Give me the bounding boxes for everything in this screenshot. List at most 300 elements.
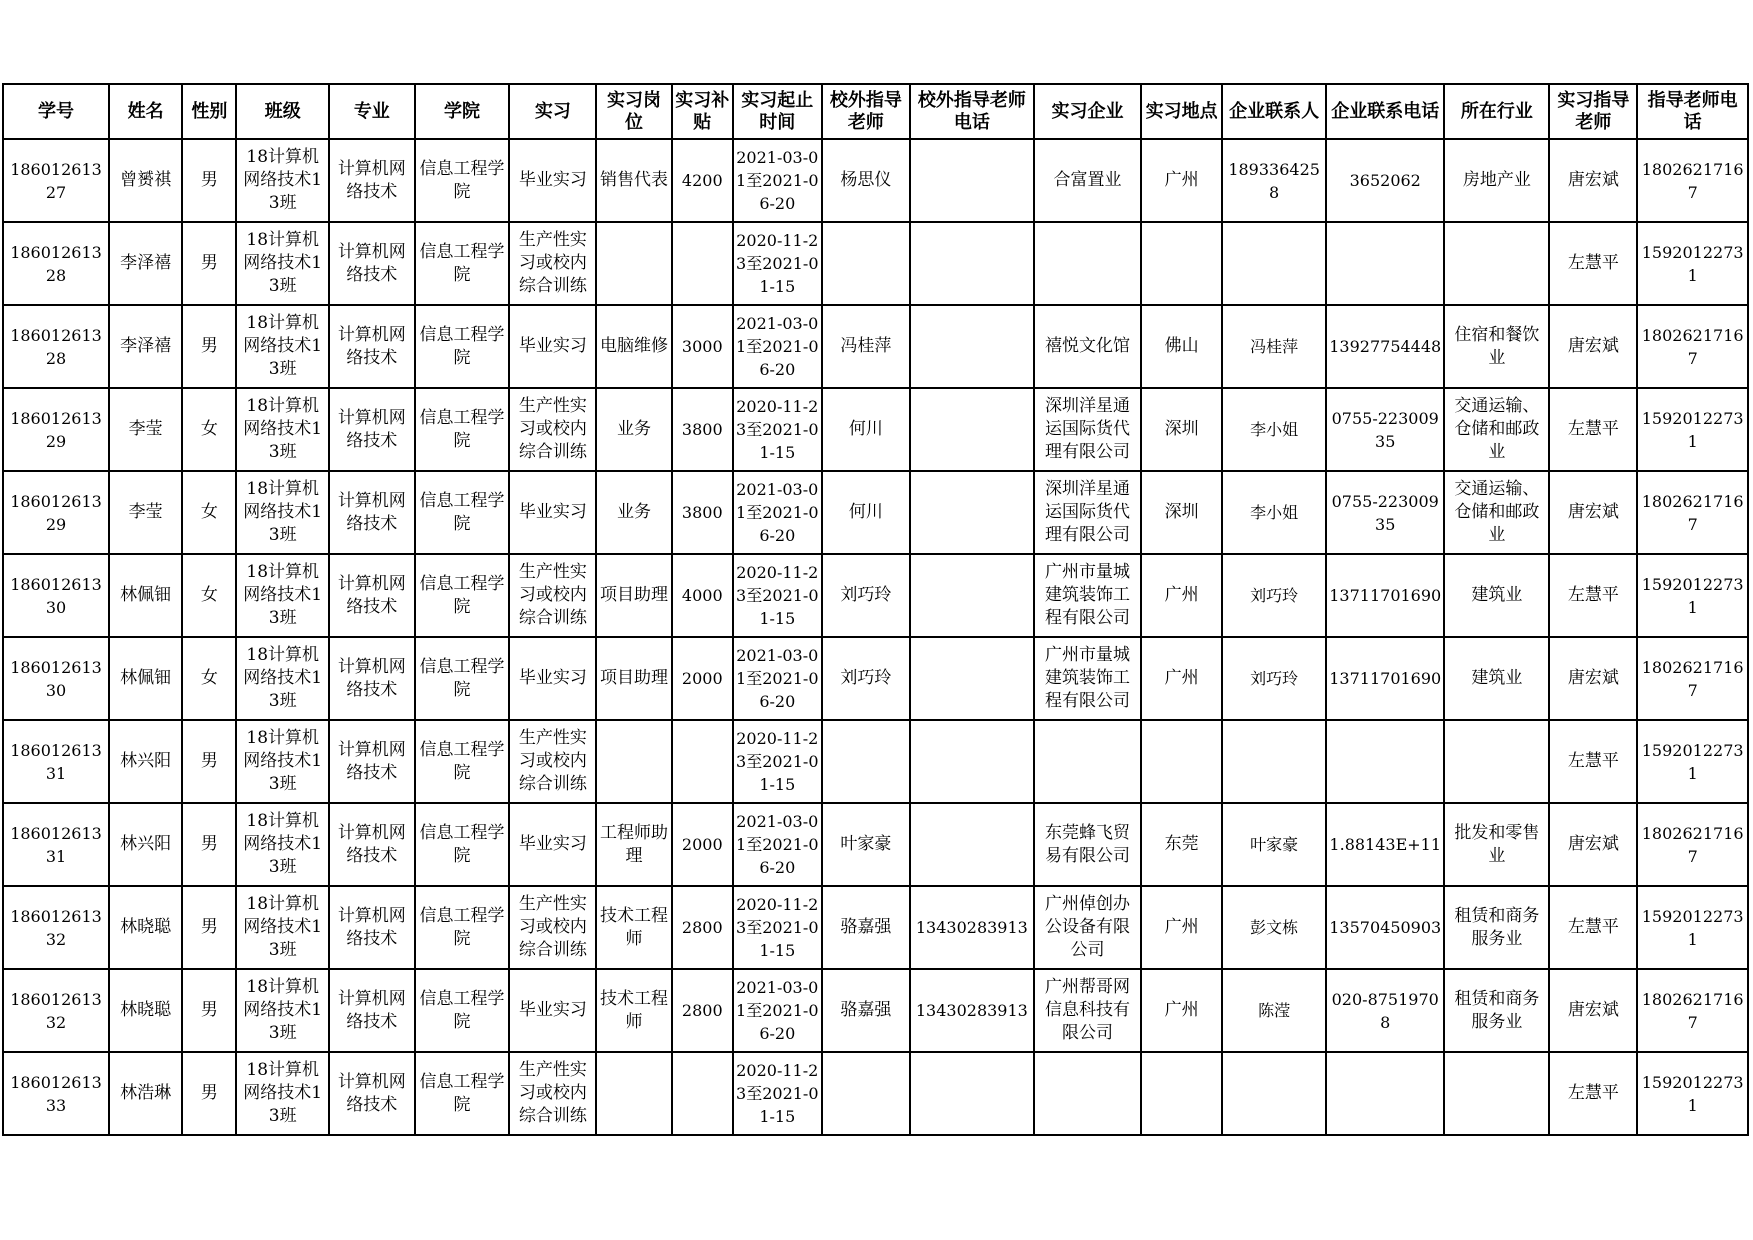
cell-outside-tutor-phone — [910, 388, 1034, 471]
column-header-company-contact: 企业联系人 — [1222, 84, 1326, 139]
cell-subsidy — [672, 720, 733, 803]
cell-text: 计算机网络技术 — [337, 822, 406, 866]
cell-internship — [509, 803, 596, 886]
cell-text: 4000 — [681, 586, 723, 605]
cell-location — [1141, 388, 1222, 471]
cell-internship — [509, 969, 596, 1052]
cell-major — [329, 471, 415, 554]
cell-name — [109, 1052, 182, 1135]
cell-text: 广州 — [1164, 668, 1199, 688]
cell-tutor — [1549, 554, 1637, 637]
cell-industry — [1444, 803, 1549, 886]
cell-name — [109, 305, 182, 388]
cell-text: 租赁和商务服务业 — [1454, 905, 1540, 949]
cell-text: 毕业实习 — [518, 1000, 587, 1020]
table-row — [3, 305, 1748, 388]
cell-period — [733, 803, 822, 886]
cell-outside-tutor-phone — [910, 471, 1034, 554]
cell-text: 叶家豪 — [840, 834, 892, 854]
cell-tutor-phone — [1637, 471, 1748, 554]
cell-text: 东莞 — [1164, 834, 1199, 854]
cell-period — [733, 637, 822, 720]
cell-text: 15920122731 — [1641, 906, 1744, 949]
cell-text: 李莹 — [128, 502, 163, 522]
cell-text: 李小姐 — [1250, 420, 1299, 439]
cell-period — [733, 969, 822, 1052]
cell-student-id — [3, 139, 109, 222]
cell-text: 18计算机网络技术13班 — [243, 645, 323, 711]
cell-tutor-phone — [1637, 886, 1748, 969]
cell-text: 18026217167 — [1641, 325, 1744, 368]
cell-tutor-phone — [1637, 305, 1748, 388]
cell-text: 2021-03-01至2021-06-20 — [736, 812, 819, 877]
cell-text: 唐宏斌 — [1567, 170, 1619, 190]
cell-location — [1141, 554, 1222, 637]
cell-text: 毕业实习 — [518, 170, 587, 190]
cell-outside-tutor-phone — [910, 554, 1034, 637]
cell-outside-tutor — [822, 886, 910, 969]
table-header — [3, 84, 1748, 139]
cell-text: 交通运输、仓储和邮政业 — [1454, 479, 1540, 545]
cell-college — [415, 637, 510, 720]
cell-student-id — [3, 471, 109, 554]
cell-text: 批发和零售业 — [1454, 822, 1540, 866]
cell-text: 业务 — [617, 502, 652, 522]
cell-text: 深圳 — [1164, 502, 1199, 522]
cell-text: 毕业实习 — [518, 336, 587, 356]
column-header-major: 专业 — [329, 84, 415, 139]
cell-text: 计算机网络技术 — [337, 905, 406, 949]
cell-text: 计算机网络技术 — [337, 988, 406, 1032]
cell-student-id — [3, 305, 109, 388]
cell-text: 020-87519708 — [1331, 989, 1439, 1032]
cell-text: 2800 — [681, 918, 723, 937]
cell-tutor-phone — [1637, 720, 1748, 803]
cell-text: 刘巧玲 — [1250, 669, 1299, 688]
cell-text: 18计算机网络技术13班 — [243, 230, 323, 296]
cell-position — [596, 720, 672, 803]
cell-text: 生产性实习或校内综合训练 — [518, 562, 587, 628]
cell-text: 毕业实习 — [518, 834, 587, 854]
cell-text: 毕业实习 — [518, 668, 587, 688]
table-row — [3, 554, 1748, 637]
cell-text: 毕业实习 — [518, 502, 587, 522]
cell-text: 李小姐 — [1250, 503, 1299, 522]
cell-major — [329, 969, 415, 1052]
cell-text: 15920122731 — [1641, 574, 1744, 617]
cell-text: 何川 — [848, 419, 883, 439]
cell-text: 冯桂萍 — [840, 336, 892, 356]
cell-text: 男 — [200, 1000, 218, 1020]
cell-company-phone — [1326, 388, 1444, 471]
cell-subsidy — [672, 803, 733, 886]
cell-name — [109, 969, 182, 1052]
cell-text: 18计算机网络技术13班 — [243, 811, 323, 877]
cell-internship — [509, 886, 596, 969]
cell-college — [415, 222, 510, 305]
cell-text: 李泽禧 — [120, 253, 172, 273]
cell-gender — [182, 554, 236, 637]
table-row — [3, 222, 1748, 305]
cell-class — [236, 222, 328, 305]
cell-gender — [182, 139, 236, 222]
cell-text: 13430283913 — [915, 1001, 1028, 1020]
cell-industry — [1444, 969, 1549, 1052]
cell-internship — [509, 305, 596, 388]
cell-tutor — [1549, 305, 1637, 388]
cell-student-id — [3, 637, 109, 720]
cell-company-contact — [1222, 222, 1326, 305]
cell-company-phone — [1326, 554, 1444, 637]
cell-text: 18计算机网络技术13班 — [243, 977, 323, 1043]
cell-location — [1141, 969, 1222, 1052]
cell-major — [329, 222, 415, 305]
cell-text: 深圳洋星通运国际货代理有限公司 — [1044, 396, 1130, 462]
cell-text: 信息工程学院 — [419, 1071, 505, 1115]
cell-text: 13711701690 — [1329, 669, 1442, 688]
cell-company-phone — [1326, 969, 1444, 1052]
cell-company — [1034, 305, 1141, 388]
cell-text: 18601261331 — [10, 823, 102, 866]
cell-text: 18601261330 — [10, 574, 102, 617]
cell-location — [1141, 886, 1222, 969]
cell-college — [415, 139, 510, 222]
cell-tutor — [1549, 1052, 1637, 1135]
cell-gender — [182, 1052, 236, 1135]
cell-company — [1034, 720, 1141, 803]
cell-position — [596, 554, 672, 637]
cell-outside-tutor — [822, 1052, 910, 1135]
cell-tutor — [1549, 969, 1637, 1052]
cell-class — [236, 388, 328, 471]
cell-position — [596, 637, 672, 720]
cell-outside-tutor — [822, 969, 910, 1052]
cell-text: 销售代表 — [600, 170, 669, 190]
cell-text: 13430283913 — [915, 918, 1028, 937]
cell-text: 18601261329 — [10, 491, 102, 534]
cell-company — [1034, 803, 1141, 886]
cell-industry — [1444, 139, 1549, 222]
cell-text: 技术工程师 — [600, 988, 669, 1032]
cell-company-contact — [1222, 1052, 1326, 1135]
cell-class — [236, 720, 328, 803]
cell-subsidy — [672, 886, 733, 969]
cell-company — [1034, 222, 1141, 305]
cell-text: 刘巧玲 — [840, 585, 892, 605]
cell-company — [1034, 554, 1141, 637]
cell-subsidy — [672, 1052, 733, 1135]
cell-major — [329, 1052, 415, 1135]
cell-student-id — [3, 554, 109, 637]
cell-text: 唐宏斌 — [1567, 1000, 1619, 1020]
cell-text: 交通运输、仓储和邮政业 — [1454, 396, 1540, 462]
cell-text: 唐宏斌 — [1567, 336, 1619, 356]
cell-tutor-phone — [1637, 139, 1748, 222]
cell-text: 18601261333 — [10, 1072, 102, 1115]
column-header-student-id: 学号 — [3, 84, 109, 139]
cell-outside-tutor-phone — [910, 969, 1034, 1052]
cell-text: 3800 — [681, 503, 723, 522]
cell-outside-tutor-phone — [910, 886, 1034, 969]
cell-tutor — [1549, 222, 1637, 305]
cell-text: 计算机网络技术 — [337, 324, 406, 368]
cell-company-phone — [1326, 886, 1444, 969]
cell-text: 租赁和商务服务业 — [1454, 988, 1540, 1032]
cell-text: 业务 — [617, 419, 652, 439]
cell-text: 项目助理 — [600, 585, 669, 605]
cell-text: 18026217167 — [1641, 823, 1744, 866]
cell-text: 何川 — [848, 502, 883, 522]
cell-internship — [509, 222, 596, 305]
cell-gender — [182, 388, 236, 471]
cell-name — [109, 139, 182, 222]
cell-text: 建筑业 — [1471, 668, 1523, 688]
cell-period — [733, 305, 822, 388]
cell-text: 18601261328 — [10, 325, 102, 368]
cell-subsidy — [672, 969, 733, 1052]
cell-location — [1141, 305, 1222, 388]
cell-student-id — [3, 388, 109, 471]
cell-tutor — [1549, 637, 1637, 720]
cell-text: 18计算机网络技术13班 — [243, 479, 323, 545]
cell-text: 2021-03-01至2021-06-20 — [736, 978, 819, 1043]
cell-text: 2000 — [681, 669, 723, 688]
cell-tutor — [1549, 720, 1637, 803]
cell-period — [733, 388, 822, 471]
column-header-college: 学院 — [415, 84, 510, 139]
cell-text: 林兴阳 — [120, 834, 172, 854]
cell-major — [329, 637, 415, 720]
cell-gender — [182, 803, 236, 886]
cell-text: 女 — [200, 419, 218, 439]
cell-outside-tutor — [822, 222, 910, 305]
cell-company — [1034, 471, 1141, 554]
cell-tutor — [1549, 139, 1637, 222]
cell-text: 女 — [200, 585, 218, 605]
cell-subsidy — [672, 471, 733, 554]
cell-text: 信息工程学院 — [419, 324, 505, 368]
cell-text: 彭文栋 — [1250, 918, 1299, 937]
cell-text: 左慧平 — [1567, 253, 1619, 273]
cell-text: 18601261327 — [10, 159, 102, 202]
cell-period — [733, 222, 822, 305]
cell-text: 2020-11-23至2021-01-15 — [736, 729, 819, 794]
cell-text: 生产性实习或校内综合训练 — [518, 1060, 587, 1126]
cell-text: 刘巧玲 — [840, 668, 892, 688]
cell-text: 18计算机网络技术13班 — [243, 1060, 323, 1126]
cell-position — [596, 969, 672, 1052]
column-header-tutor: 实习指导老师 — [1549, 84, 1637, 139]
cell-text: 3800 — [681, 420, 723, 439]
cell-text: 林浩琳 — [120, 1083, 172, 1103]
cell-text: 信息工程学院 — [419, 739, 505, 783]
cell-company-contact — [1222, 471, 1326, 554]
cell-text: 计算机网络技术 — [337, 573, 406, 617]
cell-college — [415, 388, 510, 471]
cell-text: 男 — [200, 1083, 218, 1103]
cell-industry — [1444, 388, 1549, 471]
cell-text: 1.88143E+11 — [1329, 835, 1442, 854]
cell-outside-tutor — [822, 637, 910, 720]
cell-company — [1034, 1052, 1141, 1135]
cell-tutor-phone — [1637, 1052, 1748, 1135]
cell-industry — [1444, 720, 1549, 803]
cell-outside-tutor-phone — [910, 139, 1034, 222]
cell-text: 左慧平 — [1567, 585, 1619, 605]
cell-college — [415, 969, 510, 1052]
cell-text: 18计算机网络技术13班 — [243, 728, 323, 794]
cell-text: 信息工程学院 — [419, 490, 505, 534]
cell-company-contact — [1222, 388, 1326, 471]
cell-class — [236, 554, 328, 637]
cell-text: 生产性实习或校内综合训练 — [518, 894, 587, 960]
cell-text: 3652062 — [1349, 171, 1421, 190]
cell-text: 信息工程学院 — [419, 822, 505, 866]
cell-internship — [509, 139, 596, 222]
cell-subsidy — [672, 554, 733, 637]
cell-company-phone — [1326, 720, 1444, 803]
cell-industry — [1444, 1052, 1549, 1135]
cell-text: 男 — [200, 751, 218, 771]
cell-gender — [182, 305, 236, 388]
cell-text: 男 — [200, 834, 218, 854]
cell-text: 18601261329 — [10, 408, 102, 451]
table-row — [3, 803, 1748, 886]
cell-company-phone — [1326, 305, 1444, 388]
cell-industry — [1444, 886, 1549, 969]
cell-company-contact — [1222, 637, 1326, 720]
cell-text: 18026217167 — [1641, 657, 1744, 700]
table-row — [3, 720, 1748, 803]
cell-class — [236, 471, 328, 554]
cell-location — [1141, 637, 1222, 720]
cell-company — [1034, 139, 1141, 222]
column-header-outside-tutor: 校外指导老师 — [822, 84, 910, 139]
column-header-period: 实习起止时间 — [733, 84, 822, 139]
cell-tutor-phone — [1637, 969, 1748, 1052]
cell-tutor — [1549, 803, 1637, 886]
cell-text: 左慧平 — [1567, 419, 1619, 439]
cell-text: 左慧平 — [1567, 917, 1619, 937]
cell-text: 18601261330 — [10, 657, 102, 700]
cell-text: 1893364258 — [1228, 159, 1320, 202]
cell-text: 2800 — [681, 1001, 723, 1020]
cell-text: 广州帮哥网信息科技有限公司 — [1044, 977, 1130, 1043]
cell-text: 技术工程师 — [600, 905, 669, 949]
cell-text: 计算机网络技术 — [337, 656, 406, 700]
cell-text: 刘巧玲 — [1250, 586, 1299, 605]
cell-text: 生产性实习或校内综合训练 — [518, 396, 587, 462]
cell-company-contact — [1222, 139, 1326, 222]
cell-text: 信息工程学院 — [419, 988, 505, 1032]
cell-text: 生产性实习或校内综合训练 — [518, 230, 587, 296]
cell-outside-tutor-phone — [910, 222, 1034, 305]
cell-outside-tutor — [822, 471, 910, 554]
cell-text: 广州 — [1164, 170, 1199, 190]
cell-company — [1034, 637, 1141, 720]
cell-position — [596, 886, 672, 969]
cell-subsidy — [672, 305, 733, 388]
column-header-internship: 实习 — [509, 84, 596, 139]
cell-outside-tutor — [822, 305, 910, 388]
cell-tutor-phone — [1637, 637, 1748, 720]
column-header-name: 姓名 — [109, 84, 182, 139]
cell-student-id — [3, 1052, 109, 1135]
cell-text: 左慧平 — [1567, 1083, 1619, 1103]
cell-outside-tutor-phone — [910, 1052, 1034, 1135]
column-header-industry: 所在行业 — [1444, 84, 1549, 139]
cell-text: 2020-11-23至2021-01-15 — [736, 563, 819, 628]
cell-text: 广州市量城建筑装饰工程有限公司 — [1044, 562, 1130, 628]
cell-text: 信息工程学院 — [419, 241, 505, 285]
cell-class — [236, 1052, 328, 1135]
cell-subsidy — [672, 139, 733, 222]
cell-class — [236, 305, 328, 388]
cell-text: 13711701690 — [1329, 586, 1442, 605]
cell-company-phone — [1326, 637, 1444, 720]
cell-text: 林兴阳 — [120, 751, 172, 771]
column-header-class: 班级 — [236, 84, 328, 139]
table-row — [3, 388, 1748, 471]
cell-text: 2021-03-01至2021-06-20 — [736, 480, 819, 545]
cell-class — [236, 886, 328, 969]
column-header-company: 实习企业 — [1034, 84, 1141, 139]
cell-tutor — [1549, 471, 1637, 554]
cell-class — [236, 969, 328, 1052]
cell-location — [1141, 222, 1222, 305]
cell-name — [109, 803, 182, 886]
cell-text: 2020-11-23至2021-01-15 — [736, 397, 819, 462]
cell-major — [329, 886, 415, 969]
cell-college — [415, 305, 510, 388]
cell-company — [1034, 886, 1141, 969]
cell-text: 唐宏斌 — [1567, 834, 1619, 854]
cell-text: 骆嘉强 — [840, 917, 892, 937]
cell-period — [733, 471, 822, 554]
cell-text: 广州 — [1164, 1000, 1199, 1020]
cell-text: 女 — [200, 502, 218, 522]
cell-college — [415, 554, 510, 637]
cell-industry — [1444, 554, 1549, 637]
cell-text: 18026217167 — [1641, 989, 1744, 1032]
cell-company — [1034, 969, 1141, 1052]
cell-college — [415, 803, 510, 886]
cell-text: 18026217167 — [1641, 159, 1744, 202]
cell-internship — [509, 720, 596, 803]
table-row — [3, 139, 1748, 222]
cell-text: 陈滢 — [1258, 1001, 1291, 1020]
cell-outside-tutor-phone — [910, 305, 1034, 388]
cell-text: 叶家豪 — [1250, 835, 1299, 854]
cell-text: 2021-03-01至2021-06-20 — [736, 314, 819, 379]
cell-text: 信息工程学院 — [419, 573, 505, 617]
column-header-outside-tutor-phone: 校外指导老师电话 — [910, 84, 1034, 139]
cell-text: 15920122731 — [1641, 408, 1744, 451]
cell-company-contact — [1222, 305, 1326, 388]
cell-tutor-phone — [1637, 803, 1748, 886]
cell-gender — [182, 222, 236, 305]
cell-class — [236, 139, 328, 222]
cell-text: 深圳 — [1164, 419, 1199, 439]
cell-position — [596, 471, 672, 554]
cell-industry — [1444, 222, 1549, 305]
cell-text: 房地产业 — [1462, 170, 1531, 190]
cell-student-id — [3, 222, 109, 305]
cell-position — [596, 1052, 672, 1135]
header-row — [3, 84, 1748, 139]
cell-text: 男 — [200, 336, 218, 356]
cell-position — [596, 388, 672, 471]
